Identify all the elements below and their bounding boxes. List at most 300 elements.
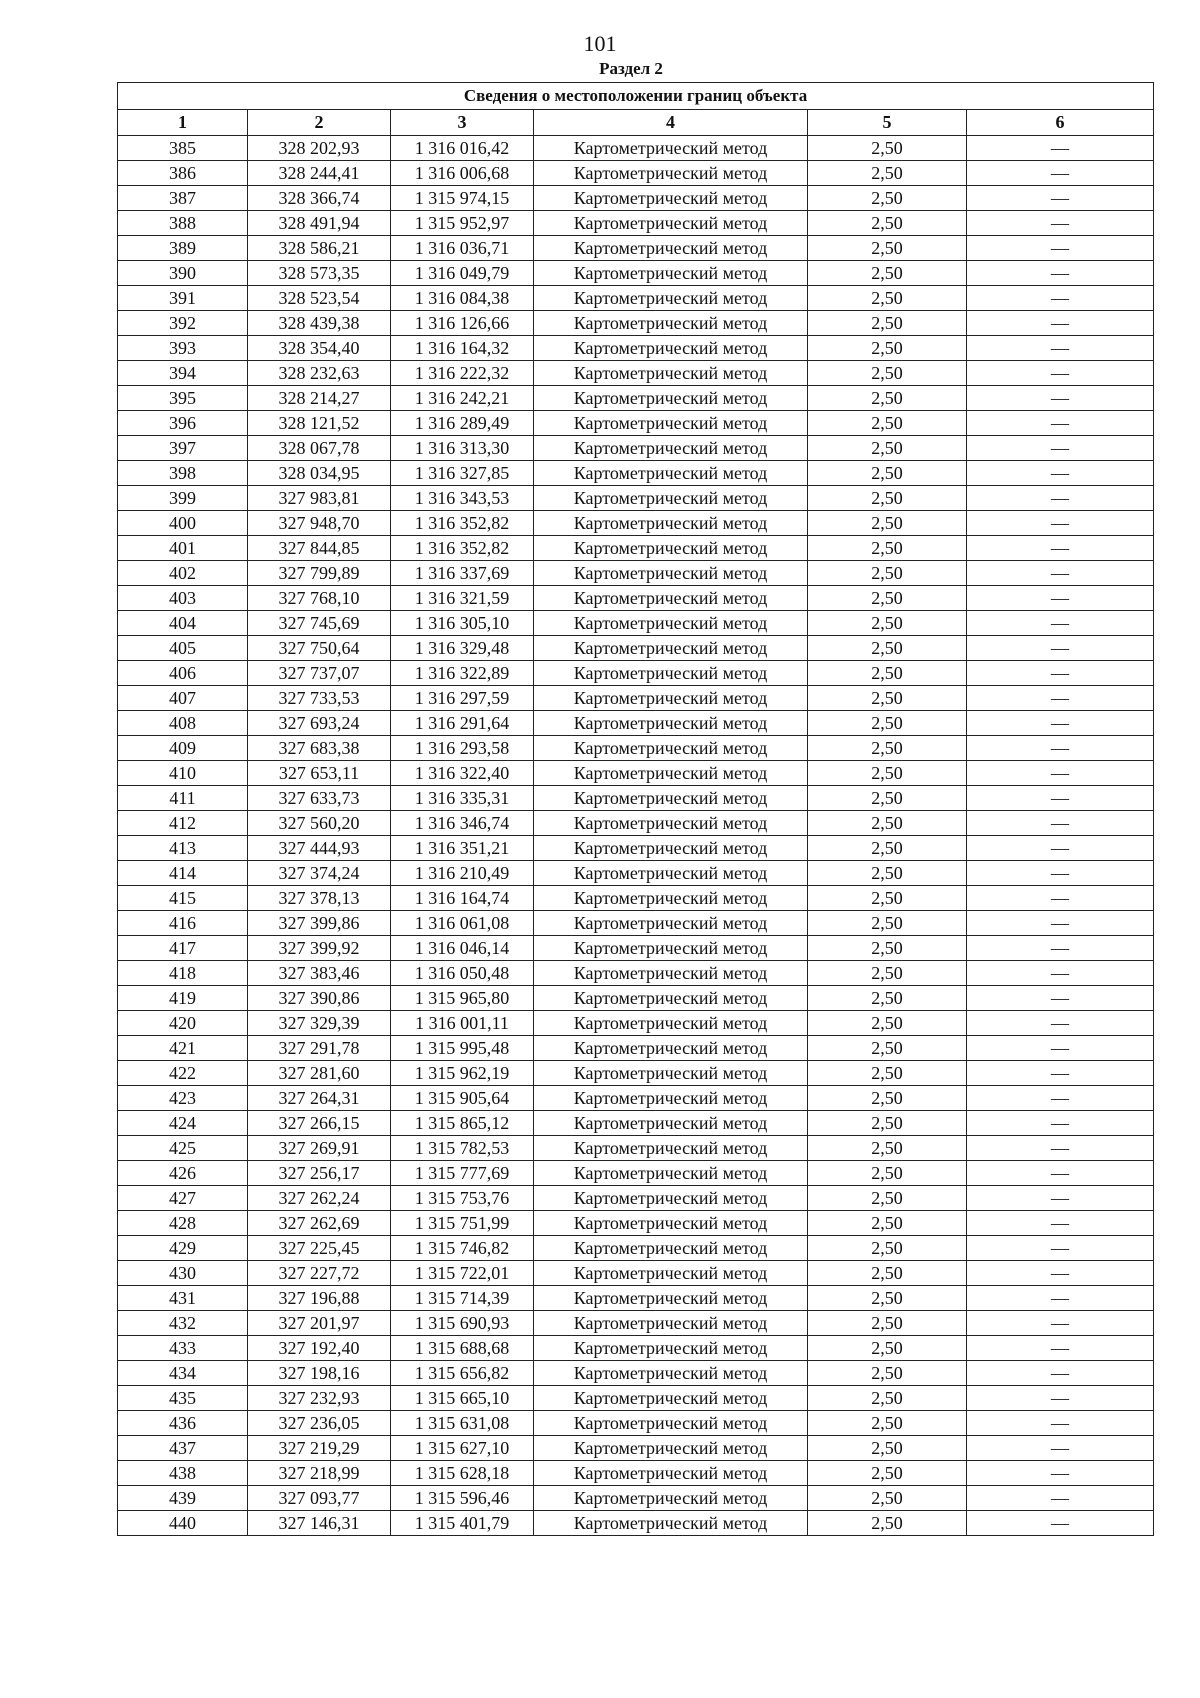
y-coordinate-cell: 1 315 865,12 xyxy=(391,1111,534,1136)
y-coordinate-cell: 1 315 905,64 xyxy=(391,1086,534,1111)
point-number-cell: 417 xyxy=(118,936,248,961)
formula-cell: — xyxy=(967,236,1154,261)
x-coordinate-cell: 327 262,24 xyxy=(248,1186,391,1211)
y-coordinate-cell: 1 316 222,32 xyxy=(391,361,534,386)
method-cell: Картометрический метод xyxy=(534,586,808,611)
formula-cell: — xyxy=(967,861,1154,886)
y-coordinate-cell: 1 315 962,19 xyxy=(391,1061,534,1086)
accuracy-cell: 2,50 xyxy=(808,411,967,436)
method-cell: Картометрический метод xyxy=(534,736,808,761)
point-number-cell: 432 xyxy=(118,1311,248,1336)
accuracy-cell: 2,50 xyxy=(808,636,967,661)
x-coordinate-cell: 327 750,64 xyxy=(248,636,391,661)
y-coordinate-cell: 1 316 006,68 xyxy=(391,161,534,186)
point-number-cell: 418 xyxy=(118,961,248,986)
table-row xyxy=(118,361,1154,386)
column-number: 5 xyxy=(808,110,967,136)
method-cell: Картометрический метод xyxy=(534,286,808,311)
table-row xyxy=(118,936,1154,961)
point-number-cell: 400 xyxy=(118,511,248,536)
accuracy-cell: 2,50 xyxy=(808,961,967,986)
point-number-cell: 435 xyxy=(118,1386,248,1411)
y-coordinate-cell: 1 316 049,79 xyxy=(391,261,534,286)
point-number-cell: 422 xyxy=(118,1061,248,1086)
accuracy-cell: 2,50 xyxy=(808,161,967,186)
method-cell: Картометрический метод xyxy=(534,936,808,961)
page-number: 101 xyxy=(583,31,617,56)
x-coordinate-cell: 327 329,39 xyxy=(248,1011,391,1036)
y-coordinate-cell: 1 315 777,69 xyxy=(391,1161,534,1186)
table-row xyxy=(118,911,1154,936)
point-number-cell: 409 xyxy=(118,736,248,761)
table-row xyxy=(118,161,1154,186)
accuracy-cell: 2,50 xyxy=(808,1386,967,1411)
y-coordinate-cell: 1 316 164,32 xyxy=(391,336,534,361)
table-row xyxy=(118,211,1154,236)
formula-cell: — xyxy=(967,686,1154,711)
method-cell: Картометрический метод xyxy=(534,986,808,1011)
formula-cell: — xyxy=(967,1086,1154,1111)
method-cell: Картометрический метод xyxy=(534,386,808,411)
y-coordinate-cell: 1 315 751,99 xyxy=(391,1211,534,1236)
accuracy-cell: 2,50 xyxy=(808,861,967,886)
point-number-cell: 411 xyxy=(118,786,248,811)
x-coordinate-cell: 327 262,69 xyxy=(248,1211,391,1236)
method-cell: Картометрический метод xyxy=(534,1236,808,1261)
x-coordinate-cell: 327 093,77 xyxy=(248,1486,391,1511)
point-number-cell: 408 xyxy=(118,711,248,736)
method-cell: Картометрический метод xyxy=(534,236,808,261)
x-coordinate-cell: 327 653,11 xyxy=(248,761,391,786)
table-row xyxy=(118,1486,1154,1511)
accuracy-cell: 2,50 xyxy=(808,811,967,836)
table-row xyxy=(118,136,1154,161)
formula-cell: — xyxy=(967,261,1154,286)
formula-cell: — xyxy=(967,1511,1154,1536)
x-coordinate-cell: 328 439,38 xyxy=(248,311,391,336)
x-coordinate-cell: 327 281,60 xyxy=(248,1061,391,1086)
table-row xyxy=(118,461,1154,486)
table-row xyxy=(118,586,1154,611)
x-coordinate-cell: 327 844,85 xyxy=(248,536,391,561)
x-coordinate-cell: 327 232,93 xyxy=(248,1386,391,1411)
y-coordinate-cell: 1 315 665,10 xyxy=(391,1386,534,1411)
formula-cell: — xyxy=(967,961,1154,986)
formula-cell: — xyxy=(967,136,1154,161)
y-coordinate-cell: 1 316 321,59 xyxy=(391,586,534,611)
point-number-cell: 434 xyxy=(118,1361,248,1386)
method-cell: Картометрический метод xyxy=(534,786,808,811)
accuracy-cell: 2,50 xyxy=(808,1411,967,1436)
formula-cell: — xyxy=(967,611,1154,636)
formula-cell: — xyxy=(967,461,1154,486)
point-number-cell: 440 xyxy=(118,1511,248,1536)
method-cell: Картометрический метод xyxy=(534,436,808,461)
y-coordinate-cell: 1 315 746,82 xyxy=(391,1236,534,1261)
method-cell: Картометрический метод xyxy=(534,611,808,636)
formula-cell: — xyxy=(967,1336,1154,1361)
method-cell: Картометрический метод xyxy=(534,361,808,386)
accuracy-cell: 2,50 xyxy=(808,1036,967,1061)
formula-cell: — xyxy=(967,186,1154,211)
table-row xyxy=(118,1186,1154,1211)
x-coordinate-cell: 328 034,95 xyxy=(248,461,391,486)
y-coordinate-cell: 1 315 995,48 xyxy=(391,1036,534,1061)
formula-cell: — xyxy=(967,1011,1154,1036)
y-coordinate-cell: 1 315 628,18 xyxy=(391,1461,534,1486)
formula-cell: — xyxy=(967,661,1154,686)
method-cell: Картометрический метод xyxy=(534,186,808,211)
point-number-cell: 419 xyxy=(118,986,248,1011)
method-cell: Картометрический метод xyxy=(534,511,808,536)
accuracy-cell: 2,50 xyxy=(808,911,967,936)
point-number-cell: 402 xyxy=(118,561,248,586)
point-number-cell: 412 xyxy=(118,811,248,836)
x-coordinate-cell: 327 399,92 xyxy=(248,936,391,961)
point-number-cell: 427 xyxy=(118,1186,248,1211)
point-number-cell: 416 xyxy=(118,911,248,936)
y-coordinate-cell: 1 316 046,14 xyxy=(391,936,534,961)
x-coordinate-cell: 328 202,93 xyxy=(248,136,391,161)
x-coordinate-cell: 327 799,89 xyxy=(248,561,391,586)
y-coordinate-cell: 1 316 084,38 xyxy=(391,286,534,311)
point-number-cell: 385 xyxy=(118,136,248,161)
point-number-cell: 437 xyxy=(118,1436,248,1461)
formula-cell: — xyxy=(967,1161,1154,1186)
point-number-cell: 431 xyxy=(118,1286,248,1311)
table-row xyxy=(118,1361,1154,1386)
accuracy-cell: 2,50 xyxy=(808,311,967,336)
method-cell: Картометрический метод xyxy=(534,1136,808,1161)
accuracy-cell: 2,50 xyxy=(808,1161,967,1186)
y-coordinate-cell: 1 315 722,01 xyxy=(391,1261,534,1286)
table-row xyxy=(118,611,1154,636)
method-cell: Картометрический метод xyxy=(534,1211,808,1236)
x-coordinate-cell: 328 244,41 xyxy=(248,161,391,186)
y-coordinate-cell: 1 315 974,15 xyxy=(391,186,534,211)
point-number-cell: 430 xyxy=(118,1261,248,1286)
x-coordinate-cell: 327 737,07 xyxy=(248,661,391,686)
formula-cell: — xyxy=(967,711,1154,736)
y-coordinate-cell: 1 316 313,30 xyxy=(391,436,534,461)
x-coordinate-cell: 328 586,21 xyxy=(248,236,391,261)
y-coordinate-cell: 1 316 337,69 xyxy=(391,561,534,586)
point-number-cell: 386 xyxy=(118,161,248,186)
method-cell: Картометрический метод xyxy=(534,136,808,161)
point-number-cell: 425 xyxy=(118,1136,248,1161)
table-row xyxy=(118,1086,1154,1111)
y-coordinate-cell: 1 316 322,40 xyxy=(391,761,534,786)
table-row xyxy=(118,1061,1154,1086)
table-row xyxy=(118,961,1154,986)
point-number-cell: 404 xyxy=(118,611,248,636)
x-coordinate-cell: 327 560,20 xyxy=(248,811,391,836)
accuracy-cell: 2,50 xyxy=(808,736,967,761)
point-number-cell: 401 xyxy=(118,536,248,561)
y-coordinate-cell: 1 316 297,59 xyxy=(391,686,534,711)
y-coordinate-cell: 1 316 351,21 xyxy=(391,836,534,861)
boundary-coordinates-table xyxy=(117,82,1154,1536)
formula-cell: — xyxy=(967,1311,1154,1336)
point-number-cell: 399 xyxy=(118,486,248,511)
formula-cell: — xyxy=(967,1286,1154,1311)
point-number-cell: 426 xyxy=(118,1161,248,1186)
accuracy-cell: 2,50 xyxy=(808,761,967,786)
formula-cell: — xyxy=(967,811,1154,836)
formula-cell: — xyxy=(967,1486,1154,1511)
formula-cell: — xyxy=(967,1411,1154,1436)
formula-cell: — xyxy=(967,836,1154,861)
x-coordinate-cell: 327 693,24 xyxy=(248,711,391,736)
accuracy-cell: 2,50 xyxy=(808,386,967,411)
method-cell: Картометрический метод xyxy=(534,1111,808,1136)
accuracy-cell: 2,50 xyxy=(808,1486,967,1511)
x-coordinate-cell: 328 491,94 xyxy=(248,211,391,236)
method-cell: Картометрический метод xyxy=(534,461,808,486)
formula-cell: — xyxy=(967,336,1154,361)
formula-cell: — xyxy=(967,1111,1154,1136)
table-row xyxy=(118,511,1154,536)
y-coordinate-cell: 1 316 016,42 xyxy=(391,136,534,161)
formula-cell: — xyxy=(967,1436,1154,1461)
point-number-cell: 424 xyxy=(118,1111,248,1136)
table-row xyxy=(118,761,1154,786)
y-coordinate-cell: 1 315 782,53 xyxy=(391,1136,534,1161)
y-coordinate-cell: 1 316 305,10 xyxy=(391,611,534,636)
x-coordinate-cell: 327 374,24 xyxy=(248,861,391,886)
column-number: 4 xyxy=(534,110,808,136)
table-row xyxy=(118,1261,1154,1286)
table-row xyxy=(118,861,1154,886)
point-number-cell: 393 xyxy=(118,336,248,361)
formula-cell: — xyxy=(967,986,1154,1011)
formula-cell: — xyxy=(967,1211,1154,1236)
method-cell: Картометрический метод xyxy=(534,536,808,561)
accuracy-cell: 2,50 xyxy=(808,261,967,286)
x-coordinate-cell: 328 573,35 xyxy=(248,261,391,286)
column-number-row xyxy=(118,110,1154,136)
formula-cell: — xyxy=(967,886,1154,911)
point-number-cell: 420 xyxy=(118,1011,248,1036)
formula-cell: — xyxy=(967,511,1154,536)
method-cell: Картометрический метод xyxy=(534,311,808,336)
table-row xyxy=(118,986,1154,1011)
y-coordinate-cell: 1 316 346,74 xyxy=(391,811,534,836)
point-number-cell: 392 xyxy=(118,311,248,336)
formula-cell: — xyxy=(967,311,1154,336)
method-cell: Картометрический метод xyxy=(534,336,808,361)
table-row xyxy=(118,1411,1154,1436)
x-coordinate-cell: 327 225,45 xyxy=(248,1236,391,1261)
y-coordinate-cell: 1 315 656,82 xyxy=(391,1361,534,1386)
accuracy-cell: 2,50 xyxy=(808,1286,967,1311)
formula-cell: — xyxy=(967,1261,1154,1286)
table-row xyxy=(118,1111,1154,1136)
accuracy-cell: 2,50 xyxy=(808,686,967,711)
table-row xyxy=(118,786,1154,811)
y-coordinate-cell: 1 316 352,82 xyxy=(391,536,534,561)
x-coordinate-cell: 327 378,13 xyxy=(248,886,391,911)
table-row xyxy=(118,886,1154,911)
point-number-cell: 403 xyxy=(118,586,248,611)
y-coordinate-cell: 1 315 690,93 xyxy=(391,1311,534,1336)
method-cell: Картометрический метод xyxy=(534,1461,808,1486)
x-coordinate-cell: 328 121,52 xyxy=(248,411,391,436)
y-coordinate-cell: 1 316 126,66 xyxy=(391,311,534,336)
x-coordinate-cell: 328 067,78 xyxy=(248,436,391,461)
point-number-cell: 391 xyxy=(118,286,248,311)
x-coordinate-cell: 327 236,05 xyxy=(248,1411,391,1436)
point-number-cell: 389 xyxy=(118,236,248,261)
method-cell: Картометрический метод xyxy=(534,1261,808,1286)
x-coordinate-cell: 327 444,93 xyxy=(248,836,391,861)
formula-cell: — xyxy=(967,386,1154,411)
method-cell: Картометрический метод xyxy=(534,1061,808,1086)
table-row xyxy=(118,286,1154,311)
x-coordinate-cell: 327 201,97 xyxy=(248,1311,391,1336)
formula-cell: — xyxy=(967,211,1154,236)
formula-cell: — xyxy=(967,411,1154,436)
y-coordinate-cell: 1 315 952,97 xyxy=(391,211,534,236)
accuracy-cell: 2,50 xyxy=(808,1436,967,1461)
method-cell: Картометрический метод xyxy=(534,1386,808,1411)
method-cell: Картометрический метод xyxy=(534,561,808,586)
y-coordinate-cell: 1 316 335,31 xyxy=(391,786,534,811)
x-coordinate-cell: 327 948,70 xyxy=(248,511,391,536)
accuracy-cell: 2,50 xyxy=(808,1061,967,1086)
accuracy-cell: 2,50 xyxy=(808,136,967,161)
accuracy-cell: 2,50 xyxy=(808,1011,967,1036)
y-coordinate-cell: 1 316 210,49 xyxy=(391,861,534,886)
method-cell: Картометрический метод xyxy=(534,1161,808,1186)
x-coordinate-cell: 327 399,86 xyxy=(248,911,391,936)
formula-cell: — xyxy=(967,561,1154,586)
method-cell: Картометрический метод xyxy=(534,1086,808,1111)
point-number-cell: 439 xyxy=(118,1486,248,1511)
table-row xyxy=(118,1286,1154,1311)
point-number-cell: 415 xyxy=(118,886,248,911)
point-number-cell: 387 xyxy=(118,186,248,211)
y-coordinate-cell: 1 316 322,89 xyxy=(391,661,534,686)
accuracy-cell: 2,50 xyxy=(808,486,967,511)
method-cell: Картометрический метод xyxy=(534,211,808,236)
formula-cell: — xyxy=(967,536,1154,561)
table-row xyxy=(118,1311,1154,1336)
accuracy-cell: 2,50 xyxy=(808,361,967,386)
table-row xyxy=(118,1136,1154,1161)
table-row xyxy=(118,811,1154,836)
table-row xyxy=(118,686,1154,711)
x-coordinate-cell: 328 523,54 xyxy=(248,286,391,311)
formula-cell: — xyxy=(967,161,1154,186)
formula-cell: — xyxy=(967,1461,1154,1486)
y-coordinate-cell: 1 315 596,46 xyxy=(391,1486,534,1511)
x-coordinate-cell: 327 146,31 xyxy=(248,1511,391,1536)
x-coordinate-cell: 327 227,72 xyxy=(248,1261,391,1286)
x-coordinate-cell: 327 383,46 xyxy=(248,961,391,986)
method-cell: Картометрический метод xyxy=(534,811,808,836)
method-cell: Картометрический метод xyxy=(534,1361,808,1386)
column-number: 2 xyxy=(248,110,391,136)
table-row xyxy=(118,436,1154,461)
point-number-cell: 429 xyxy=(118,1236,248,1261)
table-row xyxy=(118,636,1154,661)
table-row xyxy=(118,236,1154,261)
method-cell: Картометрический метод xyxy=(534,1436,808,1461)
accuracy-cell: 2,50 xyxy=(808,336,967,361)
x-coordinate-cell: 327 745,69 xyxy=(248,611,391,636)
table-row xyxy=(118,711,1154,736)
method-cell: Картометрический метод xyxy=(534,1511,808,1536)
table-row xyxy=(118,1461,1154,1486)
accuracy-cell: 2,50 xyxy=(808,561,967,586)
y-coordinate-cell: 1 316 293,58 xyxy=(391,736,534,761)
y-coordinate-cell: 1 316 164,74 xyxy=(391,886,534,911)
point-number-cell: 394 xyxy=(118,361,248,386)
y-coordinate-cell: 1 316 001,11 xyxy=(391,1011,534,1036)
x-coordinate-cell: 327 196,88 xyxy=(248,1286,391,1311)
section-title: Раздел 2 xyxy=(599,59,663,78)
point-number-cell: 388 xyxy=(118,211,248,236)
point-number-cell: 438 xyxy=(118,1461,248,1486)
y-coordinate-cell: 1 316 327,85 xyxy=(391,461,534,486)
table-row xyxy=(118,1336,1154,1361)
method-cell: Картометрический метод xyxy=(534,1186,808,1211)
x-coordinate-cell: 327 256,17 xyxy=(248,1161,391,1186)
y-coordinate-cell: 1 315 753,76 xyxy=(391,1186,534,1211)
accuracy-cell: 2,50 xyxy=(808,211,967,236)
x-coordinate-cell: 328 232,63 xyxy=(248,361,391,386)
table-row xyxy=(118,1011,1154,1036)
table-row xyxy=(118,1036,1154,1061)
method-cell: Картометрический метод xyxy=(534,761,808,786)
x-coordinate-cell: 328 214,27 xyxy=(248,386,391,411)
method-cell: Картометрический метод xyxy=(534,861,808,886)
accuracy-cell: 2,50 xyxy=(808,661,967,686)
point-number-cell: 410 xyxy=(118,761,248,786)
table-row xyxy=(118,411,1154,436)
point-number-cell: 395 xyxy=(118,386,248,411)
table-row xyxy=(118,311,1154,336)
accuracy-cell: 2,50 xyxy=(808,711,967,736)
method-cell: Картометрический метод xyxy=(534,911,808,936)
y-coordinate-cell: 1 315 401,79 xyxy=(391,1511,534,1536)
accuracy-cell: 2,50 xyxy=(808,536,967,561)
column-number: 6 xyxy=(967,110,1154,136)
y-coordinate-cell: 1 315 965,80 xyxy=(391,986,534,1011)
formula-cell: — xyxy=(967,736,1154,761)
method-cell: Картометрический метод xyxy=(534,1286,808,1311)
table-row xyxy=(118,386,1154,411)
accuracy-cell: 2,50 xyxy=(808,1136,967,1161)
accuracy-cell: 2,50 xyxy=(808,461,967,486)
y-coordinate-cell: 1 316 329,48 xyxy=(391,636,534,661)
formula-cell: — xyxy=(967,1136,1154,1161)
method-cell: Картометрический метод xyxy=(534,1486,808,1511)
x-coordinate-cell: 327 219,29 xyxy=(248,1436,391,1461)
point-number-cell: 423 xyxy=(118,1086,248,1111)
accuracy-cell: 2,50 xyxy=(808,1236,967,1261)
accuracy-cell: 2,50 xyxy=(808,1336,967,1361)
accuracy-cell: 2,50 xyxy=(808,286,967,311)
y-coordinate-cell: 1 316 289,49 xyxy=(391,411,534,436)
x-coordinate-cell: 327 192,40 xyxy=(248,1336,391,1361)
method-cell: Картометрический метод xyxy=(534,636,808,661)
table-row xyxy=(118,1161,1154,1186)
formula-cell: — xyxy=(967,786,1154,811)
table-body xyxy=(118,136,1154,1536)
method-cell: Картометрический метод xyxy=(534,686,808,711)
